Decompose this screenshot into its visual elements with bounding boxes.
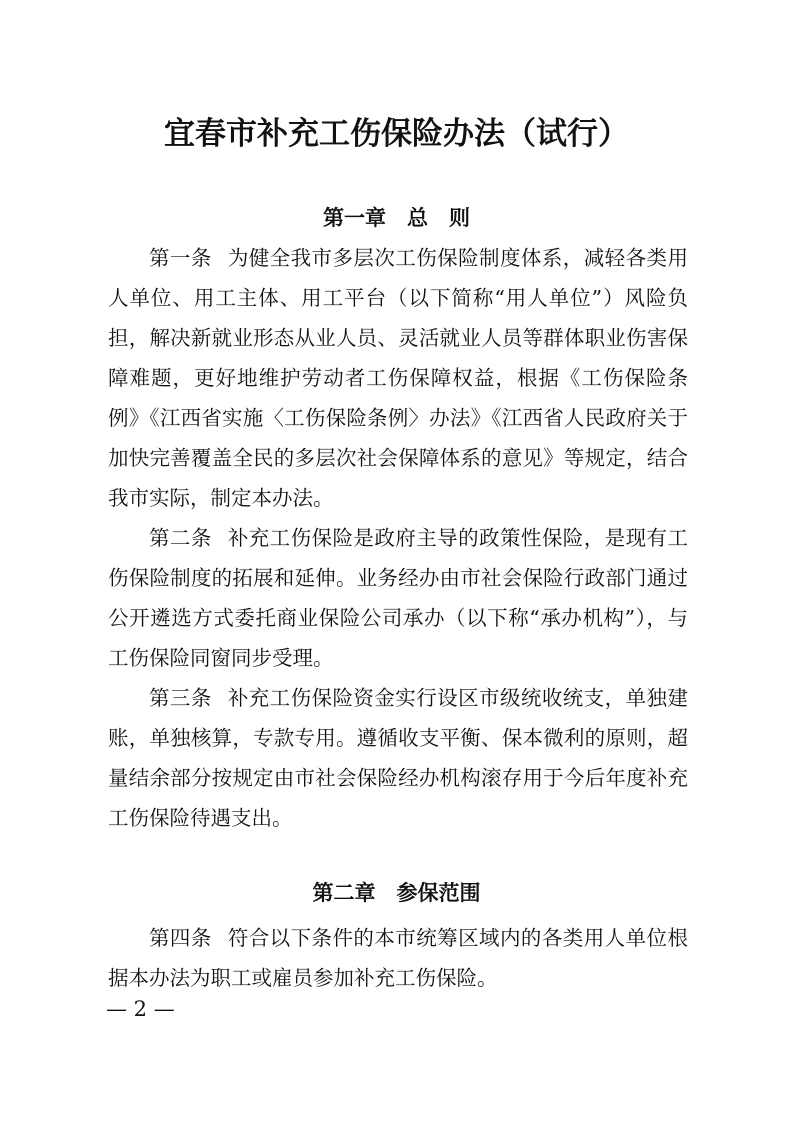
page-number: — 2 —: [106, 997, 175, 1021]
chapter-heading: 第一章 总 则: [323, 206, 470, 230]
article-label: 第二条: [149, 526, 212, 550]
document-title: 宜春市补充工伤保险办法（试行）: [164, 116, 629, 152]
article-label: 第一条: [149, 246, 212, 270]
article-text: 符合以下条件的本市统筹区域内的各类用人单位根据本办法为职工或雇员参加补充工伤保险。: [108, 926, 688, 990]
article-text: 补充工伤保险资金实行设区市级统收统支，单独建账，单独核算，专款专用。遵循收支平衡、保本微利的原则，超量结余部分按规定由市社会保险经办机构滚存用于今后年度补充工伤保险待遇支出。: [108, 686, 688, 830]
article-1: [108, 238, 688, 518]
article-2: [108, 518, 688, 678]
article-text: 为健全我市多层次工伤保险制度体系，减轻各类用人单位、用工主体、用工平台（以下简称“用人单位”）风险负担，解决新就业形态从业人员、灵活就业人员等群体职业伤害保障难题，更好地维护劳动者工伤保障权益，根据《工伤保险条例》《江西省实施〈工伤保险条例〉办法》《江西省人民政府关于加快完善覆盖全民的多层次社会保障体系的意见》等规定，结合我市实际，制定本办法。: [108, 246, 688, 510]
article-label: 第三条: [149, 686, 212, 710]
article-label: 第四条: [149, 926, 212, 950]
article-3: [108, 678, 688, 838]
article-4: [108, 918, 688, 998]
chapter-heading: 第二章 参保范围: [312, 881, 481, 905]
article-text: 补充工伤保险是政府主导的政策性保险，是现有工伤保险制度的拓展和延伸。业务经办由市社会保险行政部门通过公开遴选方式委托商业保险公司承办（以下称“承办机构”），与工伤保险同窗同步受理。: [108, 526, 688, 670]
